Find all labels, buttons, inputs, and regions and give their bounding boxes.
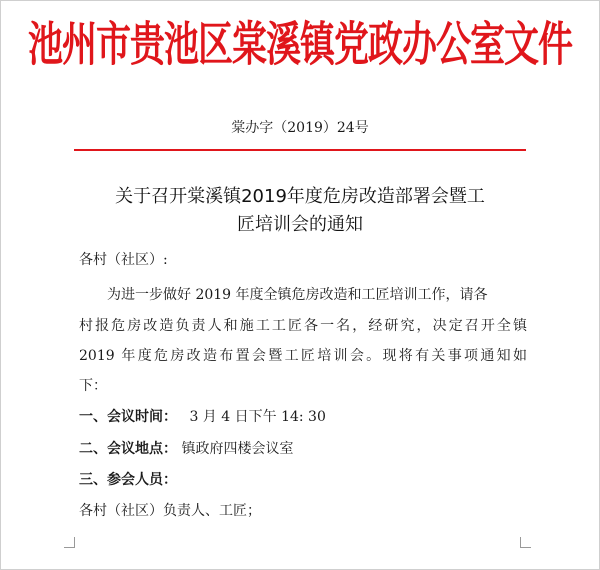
salutation: 各村（社区）: bbox=[79, 252, 168, 268]
notice-title-line-1: 关于召开棠溪镇2019年度危房改造部署会暨工 bbox=[115, 186, 485, 207]
meeting-place-label: 二、会议地点： bbox=[79, 441, 177, 457]
meeting-place-row bbox=[79, 439, 293, 459]
body-line-4: 下： bbox=[79, 378, 107, 394]
notice-title bbox=[60, 183, 540, 239]
body-line-3: 2019 年度危房改造布置会暨工匠培训会。现将有关事项通知如 bbox=[79, 348, 527, 364]
meeting-time-label: 一、会议时间： bbox=[79, 409, 177, 425]
page-corner-mark-left bbox=[64, 537, 75, 548]
page-corner-mark-right bbox=[520, 537, 531, 548]
document-number: 棠办字（2019）24号 bbox=[231, 120, 369, 136]
body-line-1: 为进一步做好 2019 年度全镇危房改造和工匠培训工作，请各 bbox=[107, 287, 488, 303]
attendees-label: 三、参会人员： bbox=[79, 472, 177, 488]
meeting-time-value: 3 月 4 日下午 14: 30 bbox=[189, 409, 326, 425]
meeting-time-row bbox=[79, 407, 326, 427]
meeting-place-value: 镇政府四楼会议室 bbox=[181, 441, 294, 457]
attendees-list: 各村（社区）负责人、工匠； bbox=[79, 503, 261, 519]
issuer-header: 池州市贵池区棠溪镇党政办公室文件 bbox=[27, 18, 572, 73]
red-divider-line bbox=[74, 149, 526, 151]
body-line-2: 村报危房改造负责人和施工工匠各一名，经研究，决定召开全镇 bbox=[79, 318, 527, 334]
notice-title-line-2: 匠培训会的通知 bbox=[237, 214, 363, 235]
